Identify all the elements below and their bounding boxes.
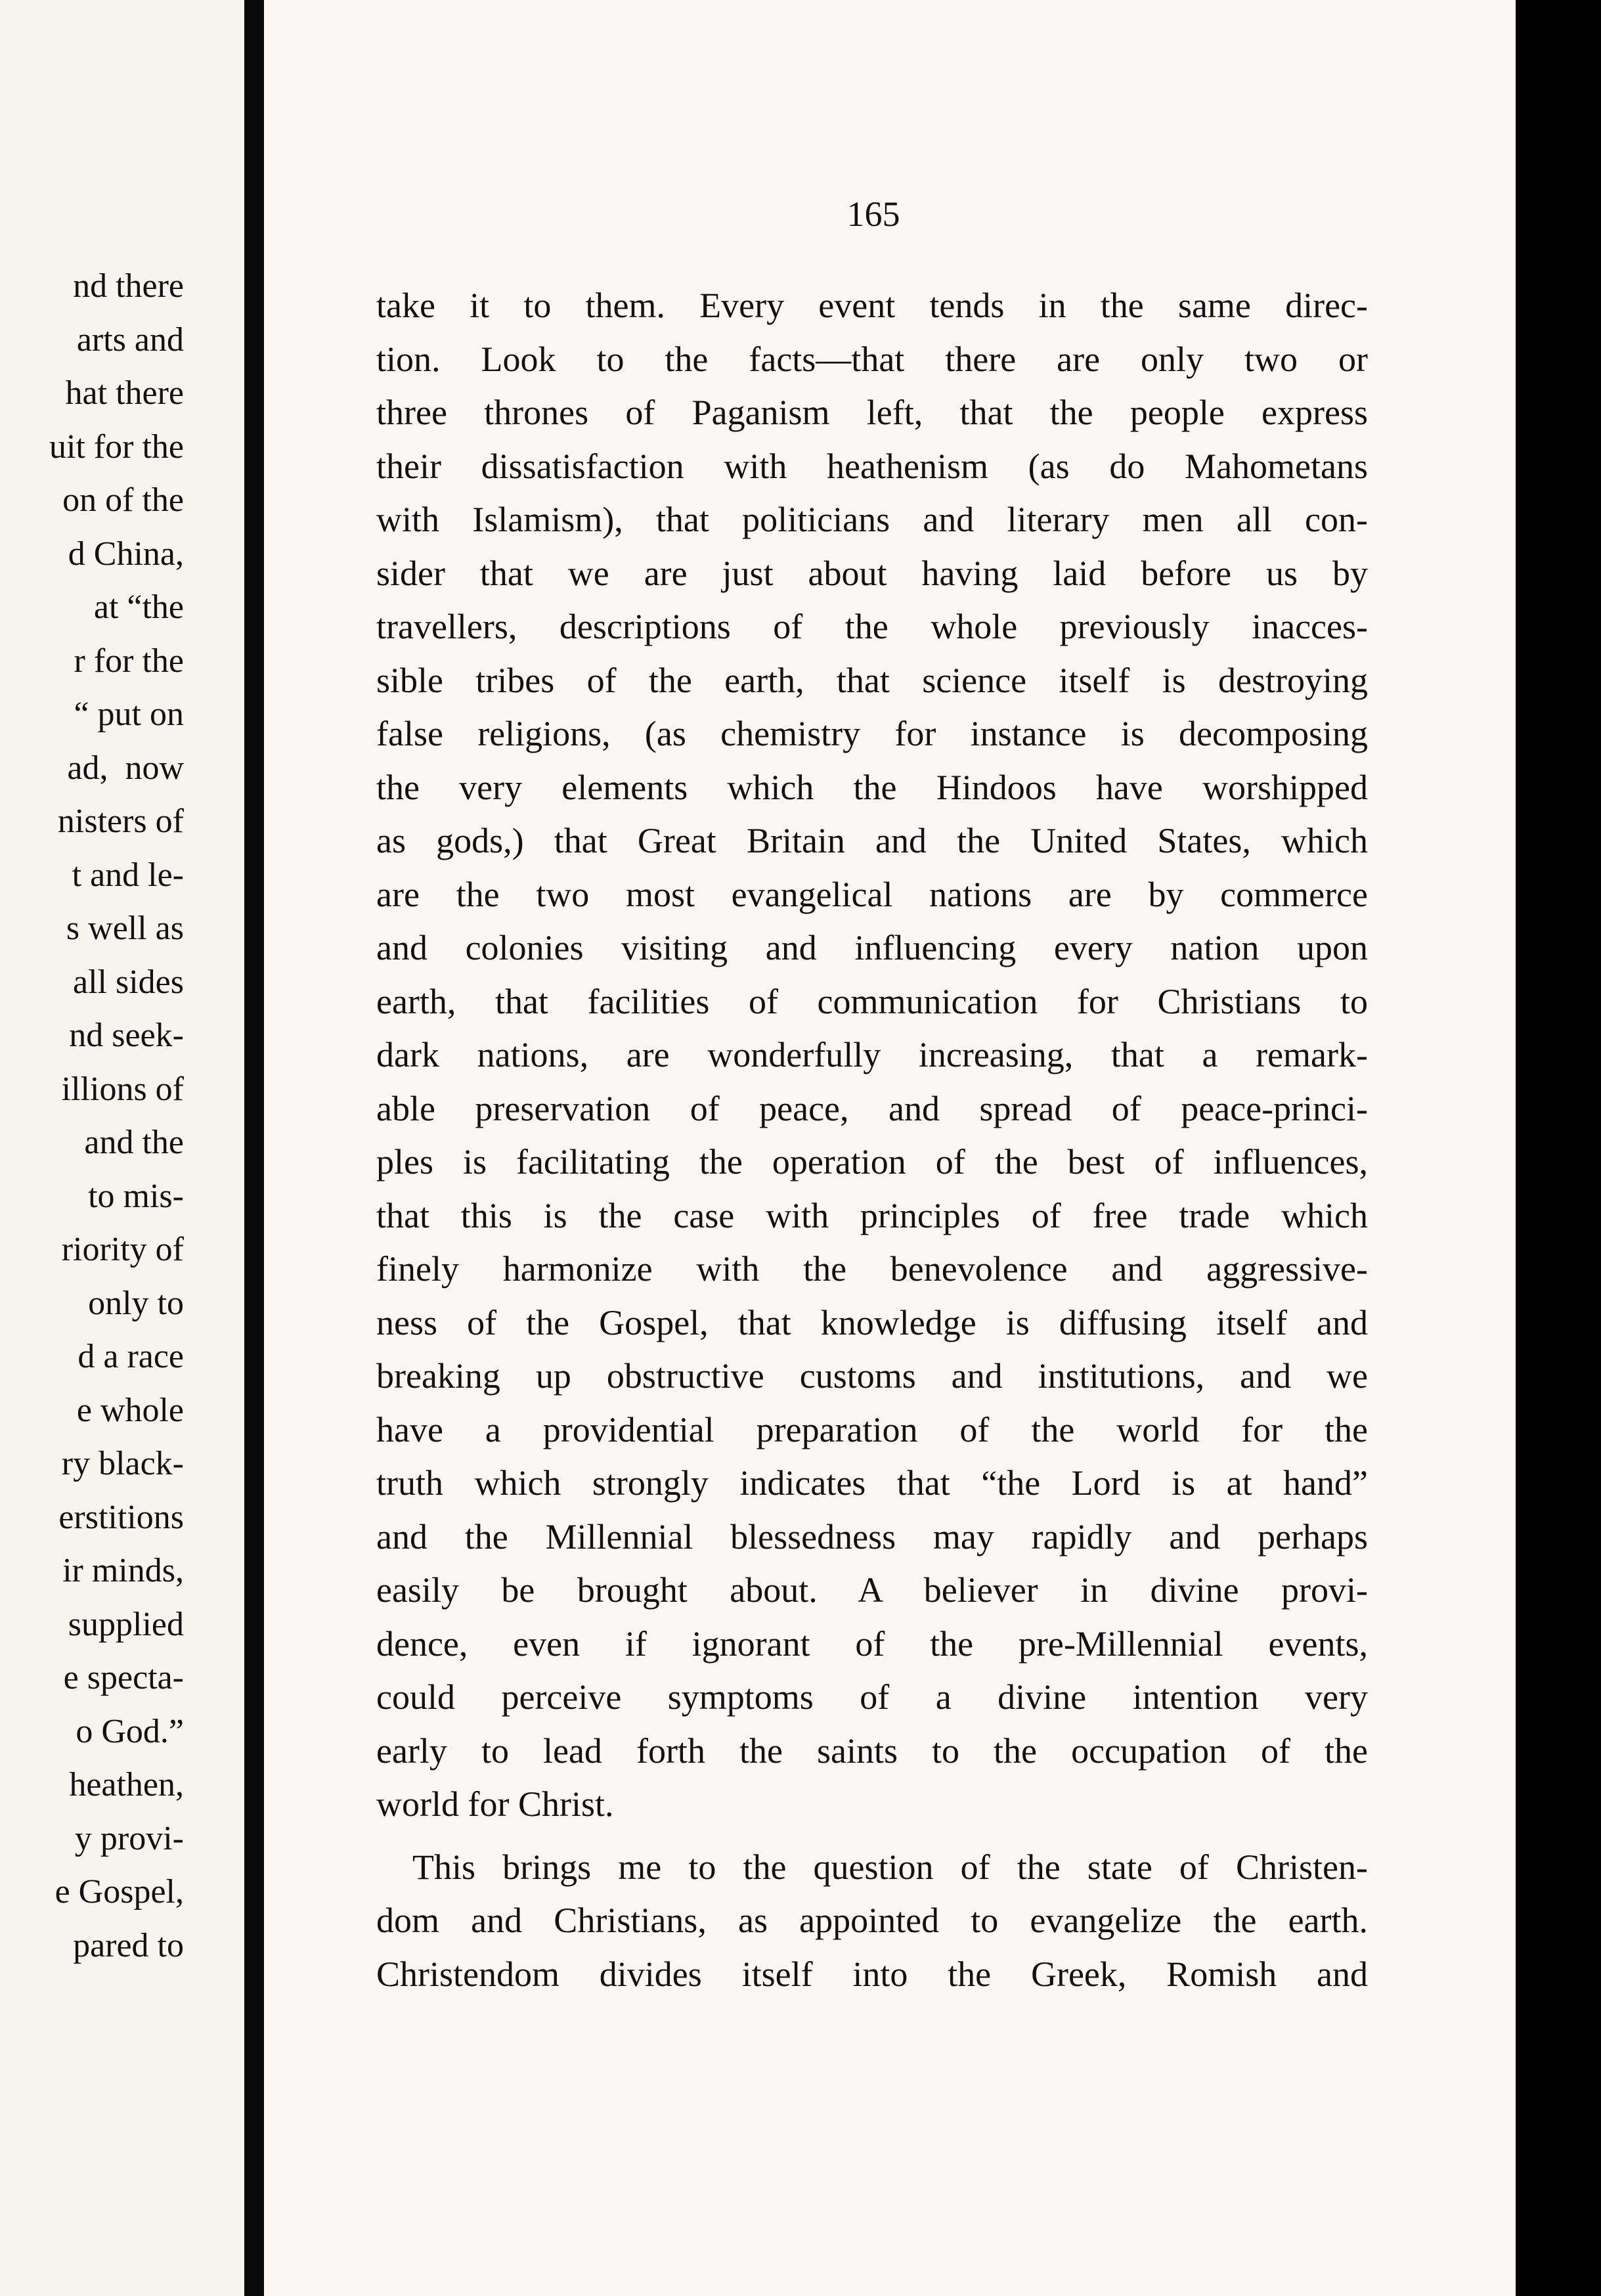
left-page-line: nd seek- (69, 1017, 184, 1054)
text-line: with Islamism), that politicians and literary men all con- (376, 500, 1368, 539)
text-line: that this is the case with principles of free trade which (376, 1195, 1368, 1235)
text-line: take it to them. Every event tends in the same direc- (376, 286, 1368, 325)
left-page-line: and the (84, 1124, 184, 1161)
text-line: are the two most evangelical nations are by commerce (376, 874, 1368, 914)
text-line: sible tribes of the earth, that science itself is destroying (376, 660, 1368, 700)
text-line: tion. Look to the facts—that there are only two or (376, 339, 1368, 379)
left-page-line: s well as (66, 910, 184, 947)
left-page-line: ir minds, (62, 1552, 184, 1589)
text-line: world for Christ. (376, 1784, 614, 1824)
text-line: travellers, descriptions of the whole previously inacces- (376, 607, 1368, 646)
left-page-line: all sides (73, 963, 184, 1001)
text-line: and the Millennial blessedness may rapidly and perhaps (376, 1516, 1368, 1556)
left-page-text-fragments (0, 259, 184, 1972)
text-line: ness of the Gospel, that knowledge is diffusing itself and (376, 1302, 1368, 1342)
text-line: This brings me to the question of the state of Christen- (412, 1847, 1368, 1887)
left-page-line: o God.” (76, 1712, 184, 1750)
text-line: have a providential preparation of the world for the (376, 1409, 1368, 1449)
left-page-line: illions of (61, 1070, 184, 1108)
left-page-line: riority of (61, 1231, 184, 1268)
text-line: dence, even if ignorant of the pre-Millennial events, (376, 1623, 1368, 1664)
left-page-line: t and le- (72, 856, 184, 894)
text-line: earth, that facilities of communication for Christians to (376, 981, 1368, 1021)
text-line: their dissatisfaction with heathenism (as do Mahometans (376, 446, 1368, 486)
text-line: and colonies visiting and influencing every nation upon (376, 928, 1368, 967)
left-page-line: nd there (73, 267, 184, 305)
left-page-line: nisters of (57, 803, 184, 840)
left-page-line: to mis- (88, 1177, 184, 1215)
text-line: Christendom divides itself into the Greek, Romish and (376, 1954, 1368, 1994)
left-page-line: only to (88, 1284, 184, 1322)
left-page-line: erstitions (58, 1498, 184, 1536)
text-line: three thrones of Paganism left, that the people express (376, 393, 1368, 432)
left-page-line: hat there (65, 374, 184, 412)
scan-border (1516, 0, 1601, 2296)
text-line: the very elements which the Hindoos have worshipped (376, 767, 1368, 807)
text-line: false religions, (as chemistry for instance is decomposing (376, 714, 1368, 753)
page-number: 165 (846, 194, 900, 234)
page-body-text (376, 279, 1368, 2001)
left-page-line: ad, now (67, 749, 184, 787)
left-page-line: on of the (62, 481, 184, 519)
left-page-line: ry black- (61, 1445, 184, 1482)
text-line: ples is facilitating the operation of the best of influences, (376, 1142, 1368, 1181)
text-line: early to lead forth the saints to the occupation of the (376, 1731, 1368, 1771)
text-line: dark nations, are wonderfully increasing, that a remark- (376, 1035, 1368, 1074)
left-page-line: at “the (93, 588, 184, 626)
left-page-line: heathen, (69, 1766, 184, 1803)
left-page-line: e specta- (63, 1659, 184, 1696)
book-gutter (244, 0, 264, 2296)
text-line: easily be brought about. A believer in divine provi- (376, 1570, 1368, 1610)
paragraph (376, 1841, 1368, 2002)
paragraph (376, 279, 1368, 1832)
text-line: able preservation of peace, and spread of peace-princi- (376, 1088, 1368, 1128)
left-page-line: d a race (77, 1338, 184, 1375)
text-line: dom and Christians, as appointed to evangelize the earth. (376, 1901, 1368, 1940)
left-page-line: “ put on (74, 695, 184, 733)
left-page-line: e whole (76, 1391, 184, 1429)
left-page-line: d China, (68, 535, 184, 573)
text-line: as gods,) that Great Britain and the United States, which (376, 821, 1368, 860)
left-page-line: e Gospel, (55, 1873, 184, 1910)
text-line: truth which strongly indicates that “the Lord is at hand” (376, 1463, 1368, 1503)
text-line: sider that we are just about having laid before us by (376, 553, 1368, 593)
left-page-line: arts and (76, 320, 184, 359)
text-line: could perceive symptoms of a divine intention very (376, 1677, 1368, 1717)
left-page-line: y provi- (74, 1819, 184, 1857)
text-line: finely harmonize with the benevolence and aggressive- (376, 1249, 1368, 1289)
left-page (0, 0, 244, 2296)
left-page-line: pared to (73, 1926, 184, 1964)
left-page-line: supplied (68, 1605, 184, 1643)
text-line: breaking up obstructive customs and institutions, and we (376, 1356, 1368, 1396)
left-page-line: uit for the (49, 428, 184, 466)
left-page-line: r for the (74, 642, 184, 680)
